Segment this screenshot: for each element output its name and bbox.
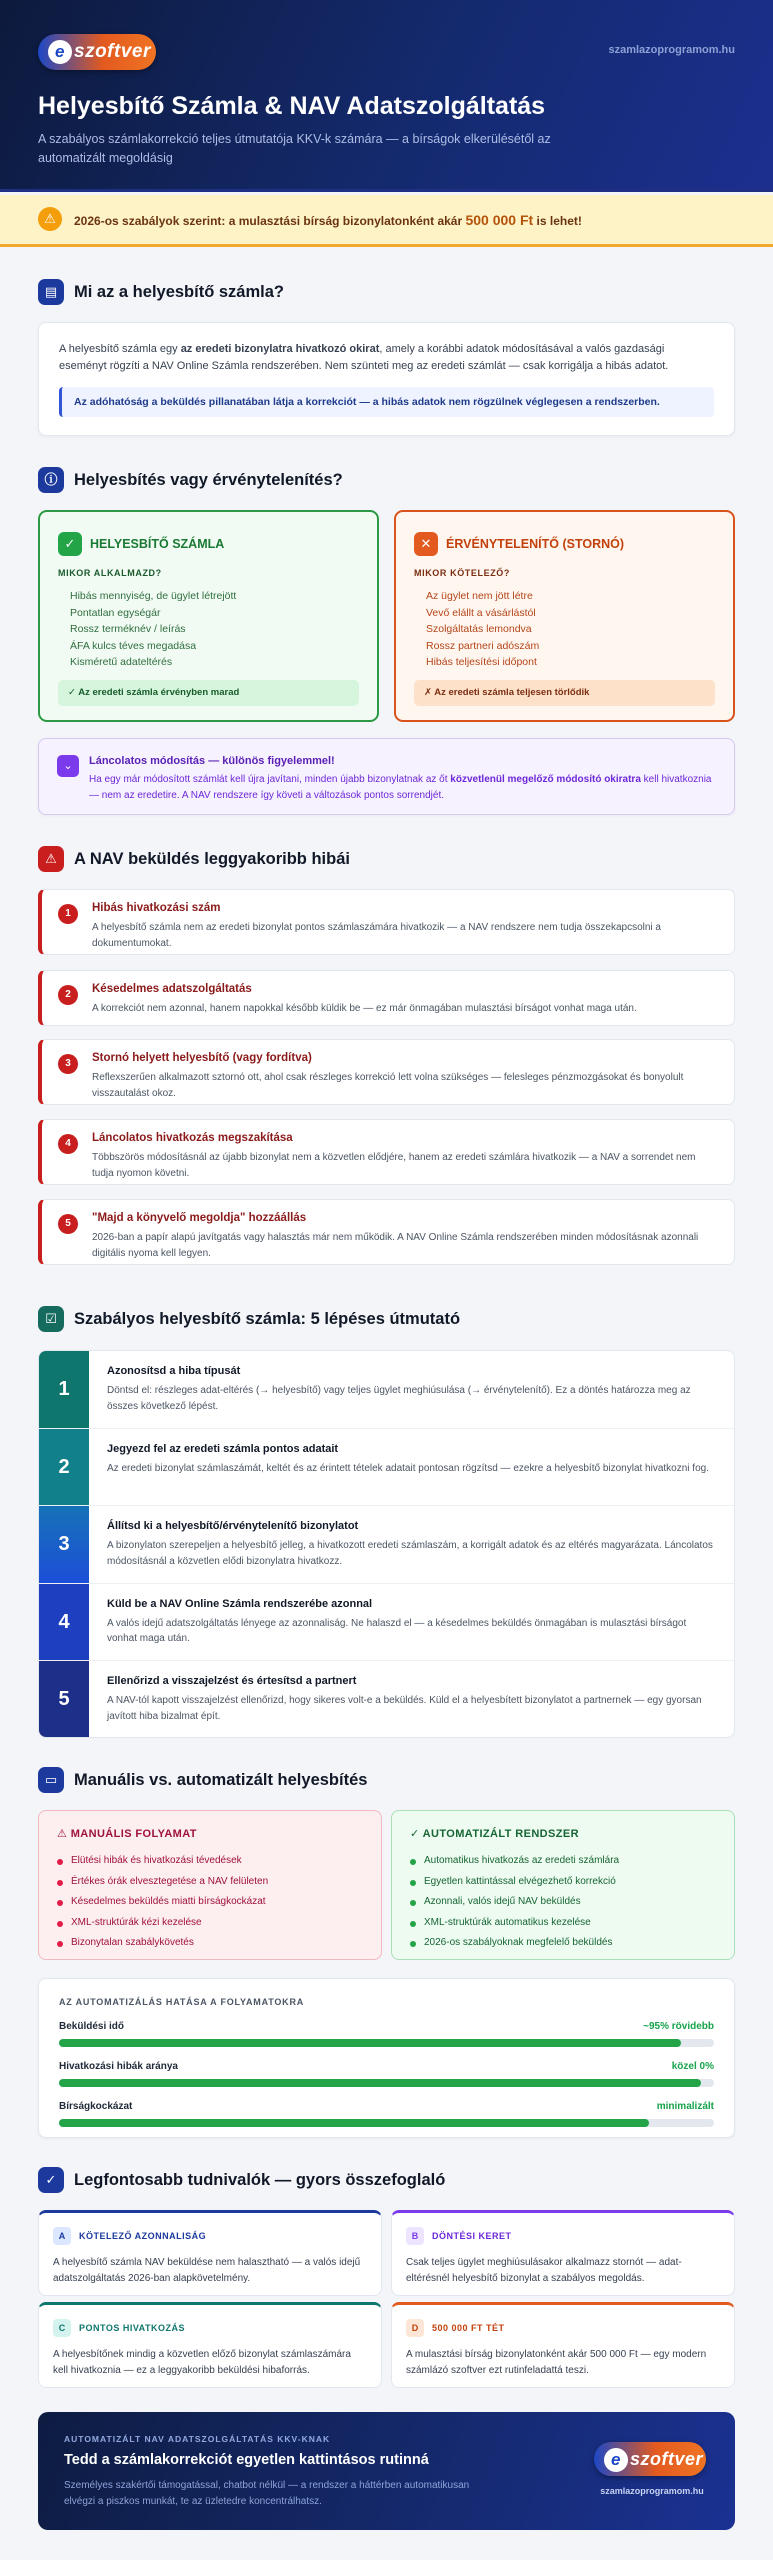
impact-label: Beküldési idő [59,2021,125,2032]
error-desc: A helyesbítő számla nem az eredeti bizonylat pontos számlaszámára hivatkozik — a NAV rendszere nem tudja összekapcsolni a dokumentumokat. [92,922,661,949]
fine-amount: 500 000 Ft [465,212,534,228]
step-number: 3 [39,1506,89,1583]
list-item: Értékes órák elvesztegetése a NAV felületen [57,1872,268,1893]
step-item [39,1429,735,1507]
auto-title: ✓ AUTOMATIZÁLT RENDSZER [410,1828,579,1840]
step-number: 5 [39,1661,89,1738]
bullet-icon [410,1941,416,1947]
list-item: Pontatlan egységár [70,606,161,619]
step-item [39,1584,735,1662]
cta-kicker: AUTOMATIZÁLT NAV ADATSZOLGÁLTATÁS KKV-KNAK [64,2434,331,2444]
error-number: 1 [58,904,78,924]
bullet-icon [410,1880,416,1886]
tip-title: 500 000 FT TÉT [432,2323,505,2333]
impact-track [59,2119,714,2127]
impact-label: Hivatkozási hibák aránya [59,2061,178,2072]
tip-title: DÖNTÉSI KERET [432,2231,512,2241]
correction-use-list [70,588,236,671]
logo-e-icon: e [604,2448,628,2472]
tip-badge: D [406,2319,424,2337]
tip-card [391,2302,735,2388]
x-icon: ✕ [414,532,438,556]
tip-desc: A helyesbítő számla NAV beküldése nem halasztható — a valós idejű adatszolgáltatás 2026-ban alapkövetelmény. [53,2257,361,2284]
error-title: Hibás hivatkozási szám [92,902,221,914]
section-title: Manuális vs. automatizált helyesbítés [74,1771,368,1789]
tip-title: PONTOS HIVATKOZÁS [79,2323,186,2333]
tip-desc: A mulasztási bírság bizonylatonként akár 500 000 Ft — egy modern számlázó szoftver ezt rutinfeladattá teszi. [406,2349,707,2376]
page-header [0,0,773,192]
fine-warning-banner [0,195,773,247]
error-title: "Majd a könyvelő megoldja" hozzáállás [92,1212,307,1224]
box-footer: ✓ Az eredeti számla érvényben marad [58,680,359,706]
tip-desc: A helyesbítőnek mindig a közvetlen előző bizonylat számlaszámára kell hivatkoznia — ez a leggyakoribb beküldési hibaforrás. [53,2349,351,2376]
tip-title: KÖTELEZŐ AZONNALISÁG [79,2231,207,2241]
bullet-icon [57,1921,63,1927]
tips-row-1 [38,2210,735,2296]
step-item [39,1351,735,1429]
impact-bar-fill [59,2079,701,2087]
list-item: Az ügylet nem jött létre [426,590,533,602]
impact-row [59,2061,714,2095]
box-footer: ✗ Az eredeti számla teljesen törlődik [414,680,715,706]
list-item: Rossz partneri adószám [426,639,540,652]
tip-badge: C [53,2319,71,2337]
impact-row [59,2021,714,2055]
step-desc: Az eredeti bizonylat számlaszámát, keltét és az érintett tételek adatait pontosan rögzítsd — ezekre a helyesbítő bizonylat hivatkozni fog. [107,1462,709,1474]
bullet-icon [57,1859,63,1865]
list-item: Hibás mennyiség, de ügylet létrejött [70,590,237,602]
step-item [39,1661,735,1738]
impact-row [59,2101,714,2135]
box-title: ÉRVÉNYTELENÍTŐ (STORNÓ) [446,537,625,551]
page-title: Helyesbítő Számla & NAV Adatszolgáltatás [38,92,546,120]
list-item: Késedelmes beküldés miatti bírságkockázat [57,1892,268,1913]
brand-logo[interactable] [38,34,156,70]
document-icon: ▤ [38,279,64,305]
impact-track [59,2039,714,2047]
error-item [38,1119,735,1185]
page-subtitle: A szabályos számlakorrekció teljes útmutatója KKV-k számára — a bírságok elkerülésétől az automatizált megoldásig [38,132,551,165]
bullet-icon [410,1900,416,1906]
list-item: Elütési hibák és hivatkozási tévedések [57,1851,268,1872]
impact-value: minimalizált [656,2101,714,2112]
bullet-icon [57,1900,63,1906]
impact-title: AZ AUTOMATIZÁLÁS HATÁSA A FOLYAMATOKRA [59,1997,305,2007]
step-desc: A bizonylaton szerepeljen a helyesbítő jelleg, a hivatkozott eredeti számlaszám, a korrigált adatok és az eltérés magyarázata. Láncolatos módosításnál a közvetlen elődi bizonylatra hivatkozz. [107,1540,713,1567]
step-title: Azonosítsd a hiba típusát [107,1365,241,1377]
cta-url-link[interactable]: szamlazoprogramom.hu [600,2486,704,2496]
list-item: Automatikus hivatkozás az eredeti számlára [410,1851,619,1872]
error-item [38,970,735,1026]
list-item: Rossz terméknév / leírás [70,623,186,635]
section-title: Mi az a helyesbítő számla? [74,283,284,301]
bullet-icon [410,1859,416,1865]
list-item: Egyetlen kattintással elvégezhető korrekció [410,1872,619,1893]
box-title: HELYESBÍTŐ SZÁMLA [90,537,225,551]
automation-impact-card [38,1978,735,2138]
list-item: Azonnali, valós idejű NAV beküldés [410,1892,619,1913]
list-item: XML-struktúrák kézi kezelése [57,1913,268,1934]
definition-note: Az adóhatóság a beküldés pillanatában látja a korrekciót — a hibás adatok nem rögzülnek véglegesen a rendszerben. [59,387,714,417]
manual-process-card [38,1810,382,1960]
section-title: Helyesbítés vagy érvénytelenítés? [74,471,343,489]
impact-bar-fill [59,2119,649,2127]
tip-card [391,2210,735,2296]
definition-card [38,322,735,436]
impact-value: ~95% rövidebb [643,2021,714,2032]
error-item [38,1039,735,1105]
logo-e-icon: e [48,40,72,64]
alert-icon: ⚠ [38,846,64,872]
info-icon: ⓘ [38,467,64,493]
site-url-link[interactable]: szamlazoprogramom.hu [608,44,735,56]
error-item [38,889,735,955]
impact-label: Bírságkockázat [59,2101,133,2112]
error-title: Láncolatos hivatkozás megszakítása [92,1132,293,1144]
check-circle-icon: ✓ [38,2167,64,2193]
list-item: Szolgáltatás lemondva [426,623,532,635]
step-number: 2 [39,1429,89,1506]
auto-list [410,1851,619,1954]
error-number: 5 [58,1214,78,1234]
cta-desc: Személyes szakértői támogatással, chatbot nélkül — a rendszer a háttérben automatikusan elvégzi a piszkos munkát, te az üzletedre koncentrálhatsz. [64,2480,470,2507]
bullet-icon [57,1941,63,1947]
tip-badge: A [53,2227,71,2245]
tips-row-2 [38,2302,735,2388]
error-desc: Többszörös módosításnál az újabb bizonylat nem a közvetlen elődjére, hanem az eredeti számlára hivatkozik — a NAV a sorrendet nem tudja nyomon követni. [92,1152,696,1179]
impact-bar-fill [59,2039,681,2047]
step-desc: A valós idejű adatszolgáltatás lényege az azonnaliság. Ne halaszd el — a késedelmes beküldés önmagában is mulasztási bírságot vonhat maga után. [107,1617,687,1645]
step-title: Küld be a NAV Online Számla rendszerébe azonnal [107,1597,373,1610]
error-number: 4 [58,1134,78,1154]
section-title: A NAV beküldés leggyakoribb hibái [74,850,350,868]
step-number: 1 [39,1351,89,1428]
chevron-down-icon: ⌄ [57,755,79,777]
monitor-icon: ▭ [38,1767,64,1793]
step-title: Ellenőrizd a visszajelzést és értesítsd a partnert [107,1675,357,1688]
error-title: Stornó helyett helyesbítő (vagy fordítva) [92,1052,312,1064]
cta-banner [38,2412,735,2530]
box-label: MIKOR ALKALMAZD? [58,568,162,578]
error-item [38,1199,735,1265]
list-item: XML-struktúrák automatikus kezelése [410,1913,619,1934]
cta-brand-logo[interactable] [594,2442,706,2476]
steps-guide [38,1350,735,1738]
manual-list [57,1851,268,1954]
list-item: Kisméretű adateltérés [70,656,173,668]
warning-icon: ⚠ [38,207,62,231]
list-item: ÁFA kulcs téves megadása [70,639,197,652]
storno-invoice-box [394,510,735,722]
cta-title: Tedd a számlakorrekciót egyetlen kattintásos rutinná [64,2452,429,2468]
impact-track [59,2079,714,2087]
step-title: Állítsd ki a helyesbítő/érvénytelenítő bizonylatot [107,1520,359,1533]
tip-badge: B [406,2227,424,2245]
error-desc: 2026-ban a papír alapú javítgatás vagy halasztás már nem működik. A NAV Online Számla rendszerében minden módosításnak azonnali digitális nyoma kell legyen. [92,1232,699,1259]
tip-desc: Csak teljes ügylet meghiúsulásakor alkalmazz stornót — adat-eltérésnél helyesbítő bizonylat a szabályos megoldás. [406,2257,682,2284]
impact-value: közel 0% [671,2061,714,2072]
error-number: 2 [58,985,78,1005]
automated-system-card [391,1810,735,1960]
definition-text: A helyesbítő számla egy az eredeti bizonylatra hivatkozó okirat, amely a korábbi adatok módosításával a valós gazdasági eseményt rögzíti a NAV Online Számla rendszerében. Nem szünteti meg az eredeti számlát — csak korrigálja a hibás adatot. [59,343,669,372]
storno-use-list [426,588,539,671]
step-item [39,1506,735,1584]
logo-text: szoftver [74,41,151,62]
step-number: 4 [39,1584,89,1661]
list-item: Hibás teljesítési időpont [426,656,537,668]
section-title: Szabályos helyesbítő számla: 5 lépéses útmutató [74,1310,461,1328]
step-desc: A NAV-tól kapott visszajelzést ellenőrizd, hogy sikeres volt-e a beküldés. Küld el a helyesbített bizonylatot a partnernek — egy gyorsan javított hiba bizalmat épít. [107,1695,702,1722]
bullet-icon [410,1921,416,1927]
logo-text: szoftver [630,2449,704,2469]
bullet-icon [57,1880,63,1886]
error-desc: A korrekciót nem azonnal, hanem napokkal később küldik be — ez már önmagában mulasztási bírságot vonhat maga után. [92,1003,637,1014]
chain-modification-card [38,738,735,815]
list-item: Vevő elállt a vásárlástól [426,606,536,619]
list-item: 2026-os szabályoknak megfelelő beküldés [410,1933,619,1954]
tip-card [38,2210,382,2296]
chain-title: Láncolatos módosítás — különös figyelemmel! [89,755,335,767]
list-item: Bizonytalan szabálykövetés [57,1933,268,1954]
step-desc: Döntsd el: részleges adat-eltérés (→ helyesbítő) vagy teljes ügylet meghiúsulása (→ érvénytelenítő). Ez a döntés határozza meg az összes következő lépést. [107,1385,691,1412]
error-title: Késedelmes adatszolgáltatás [92,983,252,995]
chain-desc: Ha egy már módosított számlát kell újra javítani, minden újabb bizonylatnak az őt közvetlenül megelőző módosító okiratra kell hivatkoznia — nem az eredetire. A NAV rendszere így követi a változások pontos sorrendjét. [89,774,712,801]
checklist-icon: ☑ [38,1306,64,1332]
error-desc: Reflexszerűen alkalmazott sztornó ott, ahol csak részleges korrekció lett volna szükséges — felesleges pénzmozgásokat és bonyolult visszautalást okoz. [92,1072,684,1099]
warning-text: 2026-os szabályok szerint: a mulasztási bírság bizonylatonként akár 500 000 Ft is lehet! [74,212,582,228]
section-title: Legfontosabb tudnivalók — gyors összefoglaló [74,2171,446,2189]
step-title: Jegyezd fel az eredeti számla pontos adatait [107,1442,339,1455]
box-label: MIKOR KÖTELEZŐ? [414,568,510,578]
tip-card [38,2302,382,2388]
error-number: 3 [58,1054,78,1074]
manual-title: ⚠ MANUÁLIS FOLYAMAT [57,1828,197,1840]
check-icon: ✓ [58,532,82,556]
correction-invoice-box [38,510,379,722]
